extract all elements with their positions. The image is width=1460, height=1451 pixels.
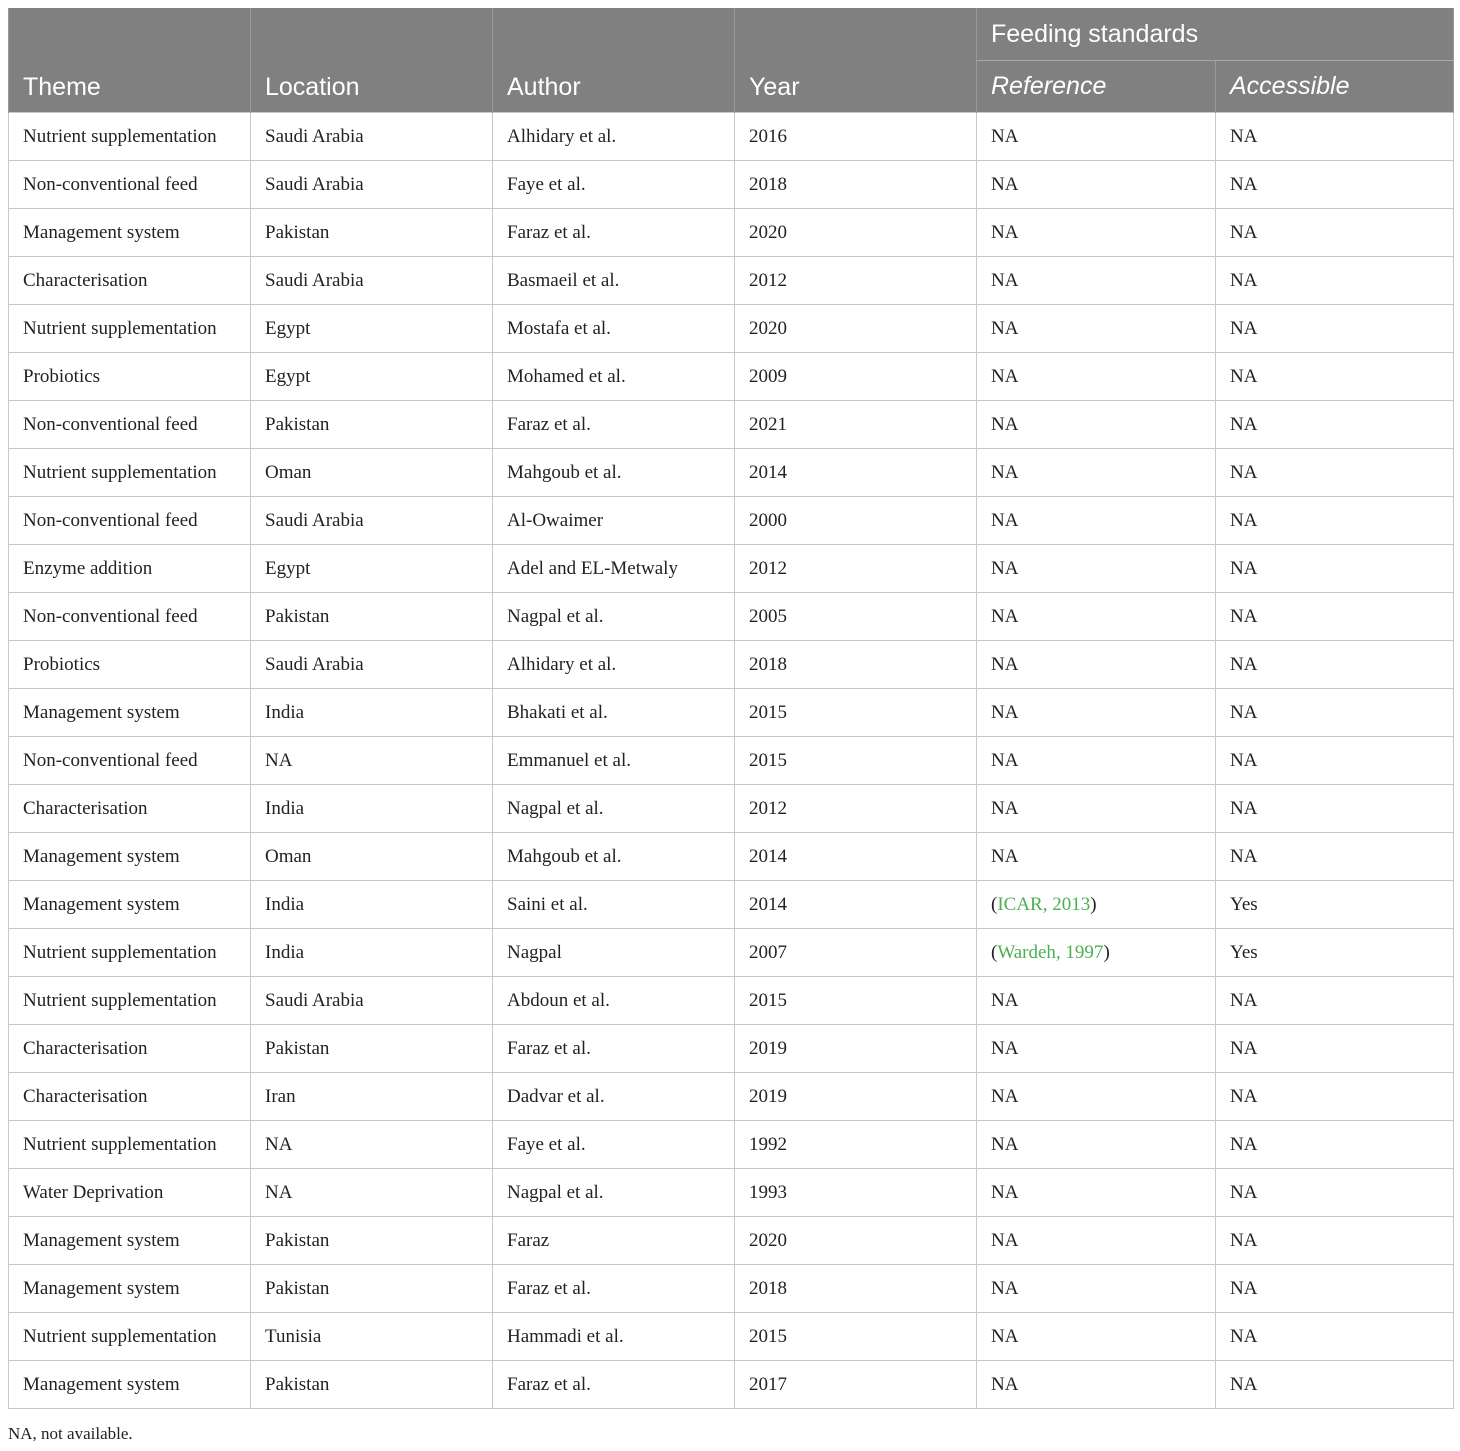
cell-accessible: NA [1216, 161, 1454, 209]
cell-theme: Enzyme addition [9, 545, 251, 593]
cell-year: 2018 [735, 161, 977, 209]
cell-accessible: NA [1216, 785, 1454, 833]
cell-location: Egypt [251, 353, 493, 401]
table-row [9, 1265, 1454, 1313]
cell-reference: NA [977, 305, 1216, 353]
cell-author: Bhakati et al. [493, 689, 735, 737]
cell-author: Nagpal [493, 929, 735, 977]
cell-author: Nagpal et al. [493, 785, 735, 833]
cell-accessible: NA [1216, 1217, 1454, 1265]
cell-author: Faraz et al. [493, 209, 735, 257]
cell-location: NA [251, 1121, 493, 1169]
cell-location: India [251, 785, 493, 833]
cell-author: Faraz [493, 1217, 735, 1265]
table-row [9, 305, 1454, 353]
cell-theme: Management system [9, 1265, 251, 1313]
reference-close-paren: ) [1090, 893, 1097, 915]
cell-accessible: NA [1216, 593, 1454, 641]
cell-author: Saini et al. [493, 881, 735, 929]
cell-location: Egypt [251, 305, 493, 353]
cell-theme: Non-conventional feed [9, 737, 251, 785]
cell-theme: Management system [9, 209, 251, 257]
cell-reference: NA [977, 689, 1216, 737]
cell-year: 2018 [735, 1265, 977, 1313]
cell-reference: NA [977, 113, 1216, 161]
cell-location: India [251, 929, 493, 977]
cell-theme: Nutrient supplementation [9, 305, 251, 353]
cell-author: Faraz et al. [493, 1025, 735, 1073]
table-body [9, 113, 1454, 1409]
cell-reference: NA [977, 785, 1216, 833]
cell-theme: Management system [9, 689, 251, 737]
cell-accessible: NA [1216, 1313, 1454, 1361]
cell-year: 2012 [735, 785, 977, 833]
cell-theme: Characterisation [9, 257, 251, 305]
cell-author: Faye et al. [493, 1121, 735, 1169]
table-row [9, 497, 1454, 545]
cell-location: Oman [251, 449, 493, 497]
cell-theme: Characterisation [9, 785, 251, 833]
cell-year: 2021 [735, 401, 977, 449]
table-row [9, 1313, 1454, 1361]
cell-location: Pakistan [251, 1361, 493, 1409]
table-row [9, 785, 1454, 833]
cell-author: Hammadi et al. [493, 1313, 735, 1361]
cell-year: 2017 [735, 1361, 977, 1409]
cell-accessible: NA [1216, 689, 1454, 737]
cell-location: India [251, 689, 493, 737]
table-row [9, 401, 1454, 449]
cell-reference: NA [977, 545, 1216, 593]
cell-location: Pakistan [251, 1025, 493, 1073]
reference-close-paren: ) [1103, 941, 1110, 963]
cell-year: 2019 [735, 1025, 977, 1073]
cell-accessible: NA [1216, 833, 1454, 881]
table-footnote: NA, not available. [8, 1424, 133, 1443]
cell-theme: Nutrient supplementation [9, 113, 251, 161]
cell-location: Pakistan [251, 1217, 493, 1265]
cell-reference: NA [977, 449, 1216, 497]
cell-theme: Characterisation [9, 1025, 251, 1073]
table-row [9, 593, 1454, 641]
cell-year: 2019 [735, 1073, 977, 1121]
table-row [9, 353, 1454, 401]
cell-location: Saudi Arabia [251, 161, 493, 209]
cell-accessible: NA [1216, 497, 1454, 545]
cell-location: Pakistan [251, 401, 493, 449]
cell-reference: NA [977, 833, 1216, 881]
cell-year: 2014 [735, 833, 977, 881]
cell-accessible: NA [1216, 449, 1454, 497]
cell-reference: NA [977, 641, 1216, 689]
cell-author: Dadvar et al. [493, 1073, 735, 1121]
cell-accessible: NA [1216, 1073, 1454, 1121]
cell-reference: NA [977, 593, 1216, 641]
cell-year: 2020 [735, 305, 977, 353]
cell-year: 2020 [735, 209, 977, 257]
cell-location: Saudi Arabia [251, 113, 493, 161]
cell-location: NA [251, 1169, 493, 1217]
cell-accessible: Yes [1216, 929, 1454, 977]
table-row [9, 737, 1454, 785]
cell-accessible: NA [1216, 1025, 1454, 1073]
cell-theme: Management system [9, 881, 251, 929]
table-row [9, 449, 1454, 497]
cell-theme: Non-conventional feed [9, 497, 251, 545]
cell-location: Saudi Arabia [251, 977, 493, 1025]
cell-year: 2000 [735, 497, 977, 545]
table-header [9, 8, 1454, 113]
header-author: Author [493, 8, 735, 113]
cell-year: 1992 [735, 1121, 977, 1169]
cell-theme: Management system [9, 1361, 251, 1409]
header-reference: Reference [977, 61, 1216, 113]
cell-accessible: NA [1216, 1265, 1454, 1313]
cell-author: Alhidary et al. [493, 641, 735, 689]
cell-year: 2015 [735, 689, 977, 737]
cell-author: Faraz et al. [493, 401, 735, 449]
cell-year: 2005 [735, 593, 977, 641]
cell-theme: Probiotics [9, 353, 251, 401]
table-row [9, 209, 1454, 257]
cell-author: Mostafa et al. [493, 305, 735, 353]
cell-theme: Management system [9, 833, 251, 881]
cell-location: Saudi Arabia [251, 257, 493, 305]
header-accessible: Accessible [1216, 61, 1454, 113]
data-table [8, 8, 1454, 1409]
cell-author: Mahgoub et al. [493, 833, 735, 881]
cell-location: India [251, 881, 493, 929]
cell-reference: NA [977, 1073, 1216, 1121]
cell-author: Basmaeil et al. [493, 257, 735, 305]
cell-reference: NA [977, 401, 1216, 449]
cell-reference: NA [977, 1121, 1216, 1169]
cell-accessible: NA [1216, 977, 1454, 1025]
cell-theme: Water Deprivation [9, 1169, 251, 1217]
table-row [9, 113, 1454, 161]
cell-accessible: NA [1216, 257, 1454, 305]
cell-location: Tunisia [251, 1313, 493, 1361]
cell-reference: NA [977, 497, 1216, 545]
cell-theme: Nutrient supplementation [9, 1121, 251, 1169]
cell-location: NA [251, 737, 493, 785]
cell-author: Abdoun et al. [493, 977, 735, 1025]
table-row [9, 689, 1454, 737]
cell-theme: Nutrient supplementation [9, 449, 251, 497]
cell-reference: NA [977, 1265, 1216, 1313]
header-feeding-standards: Feeding standards [977, 8, 1454, 61]
cell-accessible: NA [1216, 209, 1454, 257]
cell-location: Pakistan [251, 209, 493, 257]
cell-year: 2020 [735, 1217, 977, 1265]
cell-accessible: NA [1216, 353, 1454, 401]
header-location: Location [251, 8, 493, 113]
cell-author: Mohamed et al. [493, 353, 735, 401]
cell-theme: Nutrient supplementation [9, 1313, 251, 1361]
cell-theme: Characterisation [9, 1073, 251, 1121]
cell-accessible: NA [1216, 305, 1454, 353]
cell-reference [977, 929, 1216, 977]
cell-author: Faraz et al. [493, 1361, 735, 1409]
cell-theme: Non-conventional feed [9, 161, 251, 209]
cell-year: 2015 [735, 737, 977, 785]
cell-year: 2009 [735, 353, 977, 401]
cell-accessible: NA [1216, 1169, 1454, 1217]
cell-year: 1993 [735, 1169, 977, 1217]
cell-accessible: NA [1216, 545, 1454, 593]
cell-theme: Non-conventional feed [9, 401, 251, 449]
table-row [9, 833, 1454, 881]
cell-accessible: Yes [1216, 881, 1454, 929]
table-row [9, 1073, 1454, 1121]
cell-accessible: NA [1216, 1361, 1454, 1409]
reference-open-paren: ( [991, 941, 998, 963]
table-row [9, 257, 1454, 305]
cell-reference: NA [977, 1169, 1216, 1217]
cell-theme: Non-conventional feed [9, 593, 251, 641]
table-row [9, 1121, 1454, 1169]
cell-accessible: NA [1216, 113, 1454, 161]
cell-author: Adel and EL-Metwaly [493, 545, 735, 593]
cell-reference: NA [977, 257, 1216, 305]
cell-author: Al-Owaimer [493, 497, 735, 545]
cell-author: Alhidary et al. [493, 113, 735, 161]
cell-author: Nagpal et al. [493, 1169, 735, 1217]
cell-author: Emmanuel et al. [493, 737, 735, 785]
cell-year: 2007 [735, 929, 977, 977]
table-row [9, 545, 1454, 593]
cell-accessible: NA [1216, 1121, 1454, 1169]
table-row [9, 161, 1454, 209]
cell-location: Pakistan [251, 1265, 493, 1313]
cell-author: Nagpal et al. [493, 593, 735, 641]
cell-year: 2015 [735, 977, 977, 1025]
table-row [9, 641, 1454, 689]
cell-accessible: NA [1216, 641, 1454, 689]
table-row [9, 1025, 1454, 1073]
cell-reference: NA [977, 353, 1216, 401]
table-row [9, 1169, 1454, 1217]
cell-author: Mahgoub et al. [493, 449, 735, 497]
cell-location: Saudi Arabia [251, 497, 493, 545]
cell-reference: NA [977, 1361, 1216, 1409]
cell-accessible: NA [1216, 737, 1454, 785]
cell-theme: Management system [9, 1217, 251, 1265]
cell-location: Egypt [251, 545, 493, 593]
reference-link[interactable]: ICAR, 2013 [997, 893, 1091, 915]
cell-reference: NA [977, 737, 1216, 785]
cell-theme: Nutrient supplementation [9, 977, 251, 1025]
cell-location: Oman [251, 833, 493, 881]
cell-year: 2015 [735, 1313, 977, 1361]
cell-accessible: NA [1216, 401, 1454, 449]
cell-reference: NA [977, 1217, 1216, 1265]
cell-author: Faraz et al. [493, 1265, 735, 1313]
reference-link[interactable]: Wardeh, 1997 [997, 941, 1104, 963]
cell-location: Iran [251, 1073, 493, 1121]
cell-theme: Probiotics [9, 641, 251, 689]
header-theme: Theme [9, 8, 251, 113]
cell-reference: NA [977, 209, 1216, 257]
header-year: Year [735, 8, 977, 113]
cell-reference: NA [977, 161, 1216, 209]
cell-reference: NA [977, 1313, 1216, 1361]
cell-year: 2014 [735, 881, 977, 929]
cell-reference: NA [977, 1025, 1216, 1073]
cell-year: 2014 [735, 449, 977, 497]
cell-year: 2016 [735, 113, 977, 161]
cell-author: Faye et al. [493, 161, 735, 209]
header-row [9, 8, 1454, 61]
cell-year: 2012 [735, 257, 977, 305]
table-row [9, 977, 1454, 1025]
table-row [9, 1217, 1454, 1265]
cell-location: Pakistan [251, 593, 493, 641]
table-row [9, 929, 1454, 977]
cell-year: 2012 [735, 545, 977, 593]
cell-reference [977, 881, 1216, 929]
cell-year: 2018 [735, 641, 977, 689]
cell-theme: Nutrient supplementation [9, 929, 251, 977]
table-row [9, 1361, 1454, 1409]
cell-reference: NA [977, 977, 1216, 1025]
reference-open-paren: ( [991, 893, 998, 915]
cell-location: Saudi Arabia [251, 641, 493, 689]
table-row [9, 881, 1454, 929]
